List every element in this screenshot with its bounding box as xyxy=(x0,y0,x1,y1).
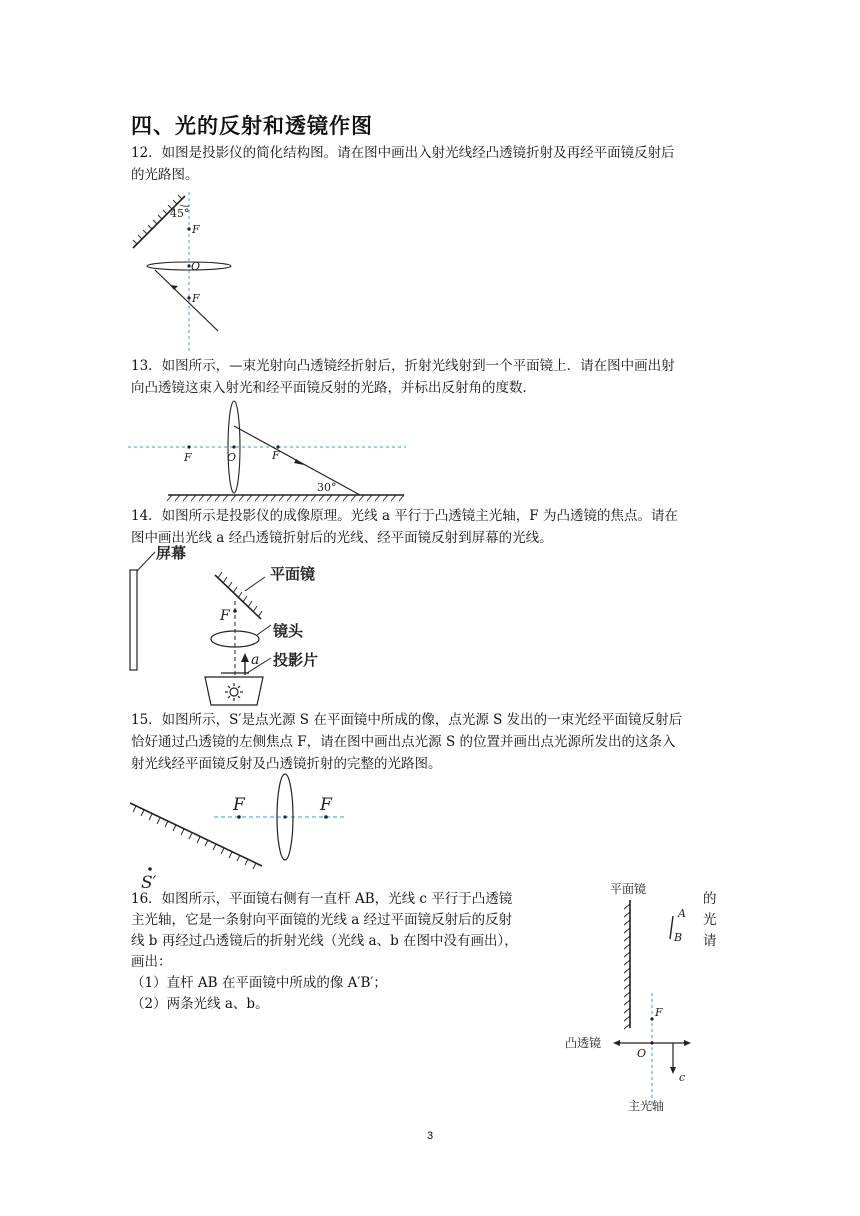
incident-ray xyxy=(155,270,218,331)
focus-point xyxy=(187,296,190,299)
center-label: O xyxy=(227,451,237,464)
q16-overflow-text xyxy=(703,889,717,952)
angle-label: 30° xyxy=(317,481,337,494)
q12-line: 12．如图是投影仪的简化结构图。请在图中画出入射光线经凸透镜折射及再经平面镜反射后 xyxy=(131,145,675,161)
focus-point xyxy=(324,815,328,819)
q16-overflow-char: 请 xyxy=(703,933,717,949)
q16-line: 16．如图所示，平面镜右侧有一直杆 AB，光线 c 平行于凸透镜 xyxy=(131,891,513,907)
lens-arrow-right xyxy=(684,1040,691,1046)
axis-label: 主光轴 xyxy=(628,1099,665,1113)
ray-arrow xyxy=(670,1067,676,1074)
q16-overflow-char: 的 xyxy=(703,891,717,907)
focus-label: F xyxy=(655,1006,663,1019)
focus-label: F xyxy=(233,795,245,815)
optical-center xyxy=(283,815,286,818)
lens-leader xyxy=(257,625,271,635)
q16-line: 画出： xyxy=(131,954,172,970)
q12-text xyxy=(131,142,675,186)
focus-label: F xyxy=(220,608,230,624)
q16-overflow-char: 光 xyxy=(703,912,717,928)
focus-point xyxy=(187,445,190,448)
q14-line: 14．如图所示是投影仪的成像原理。光线 a 平行于凸透镜主光轴，F 为凸透镜的焦点。请在 xyxy=(131,508,678,524)
mirror-leader xyxy=(245,577,265,591)
q15-text xyxy=(131,709,682,775)
ray-arrow xyxy=(170,285,178,290)
q12-line: 的光路图。 xyxy=(131,167,199,183)
point-b-label: B xyxy=(674,931,683,944)
q13-line: 向凸透镜这束入射光和经平面镜反射的光路，并标出反射角的度数． xyxy=(131,380,536,396)
focus-label: F xyxy=(320,795,332,815)
focus-point xyxy=(650,1017,653,1020)
focus-point xyxy=(237,815,241,819)
focus-label: F xyxy=(272,449,280,462)
q13-line: 13．如图所示，—束光射向凸透镜经折射后，折射光线射到一个平面镜上．请在图中画出射 xyxy=(131,358,675,374)
point-a-label: A xyxy=(678,907,686,920)
q15-line: 射光线经平面镜反射及凸透镜折射的完整的光路图。 xyxy=(131,756,442,772)
angle-label: 45° xyxy=(170,207,190,220)
section-heading: 四、光的反射和透镜作图 xyxy=(131,114,373,138)
page-number: 3 xyxy=(426,1130,434,1142)
mirror-hatch xyxy=(167,495,404,501)
q16-figure xyxy=(560,876,700,1111)
screen-label: 屏幕 xyxy=(156,544,187,562)
lens-label: 镜头 xyxy=(273,622,304,640)
ray-arrow xyxy=(241,653,249,662)
optical-center xyxy=(232,445,235,448)
screen-leader xyxy=(137,552,155,571)
mirror-label: 平面镜 xyxy=(270,565,316,583)
mirror-label: 平面镜 xyxy=(610,882,647,896)
focus-label: F xyxy=(192,292,200,305)
q16-line: 主光轴，它是一条射向平面镜的光线 a 经过平面镜反射后的反射 xyxy=(131,912,513,928)
lens-arrow-left xyxy=(613,1040,620,1046)
focus-label: F xyxy=(184,451,192,464)
image-point xyxy=(148,867,152,871)
optical-center xyxy=(650,1041,653,1044)
ray-label: a xyxy=(251,652,260,668)
q12-figure xyxy=(125,188,245,353)
ray-label: c xyxy=(679,1071,686,1084)
lens-label: 凸透镜 xyxy=(565,1036,602,1050)
mirror-hatch xyxy=(133,806,256,869)
q15-line: 恰好通过凸透镜的左侧焦点 F，请在图中画出点光源 S 的位置并画出点光源所发出的这条入 xyxy=(131,734,676,750)
center-label: O xyxy=(191,260,201,273)
rod-ab xyxy=(670,916,673,939)
q16-line: （2）两条光线 a、b。 xyxy=(131,996,269,1012)
q16-line: （1）直杆 AB 在平面镜中所成的像 A′B′； xyxy=(131,975,387,991)
sun-icon xyxy=(225,683,243,701)
focus-label: F xyxy=(192,223,200,236)
mirror-hatch xyxy=(624,904,630,1029)
q14-line: 图中画出光线 a 经凸透镜折射后的光线、经平面镜反射到屏幕的光线。 xyxy=(131,530,553,546)
focus-point xyxy=(233,609,237,613)
q13-figure xyxy=(128,393,408,503)
q14-figure xyxy=(125,543,365,713)
slide-label: 投影片 xyxy=(273,651,319,669)
q16-text xyxy=(131,889,518,1015)
screen xyxy=(130,570,137,670)
focus-point xyxy=(187,227,190,230)
image-label: S′ xyxy=(141,873,157,893)
center-label: O xyxy=(637,1047,647,1060)
q16-line: 线 b 再经过凸透镜后的折射光线（光线 a、b 在图中没有画出）， xyxy=(131,933,518,949)
q15-line: 15．如图所示，S′是点光源 S 在平面镜中所成的像，点光源 S 发出的一束光经平面镜反射后 xyxy=(131,712,683,728)
q15-figure xyxy=(128,770,358,895)
